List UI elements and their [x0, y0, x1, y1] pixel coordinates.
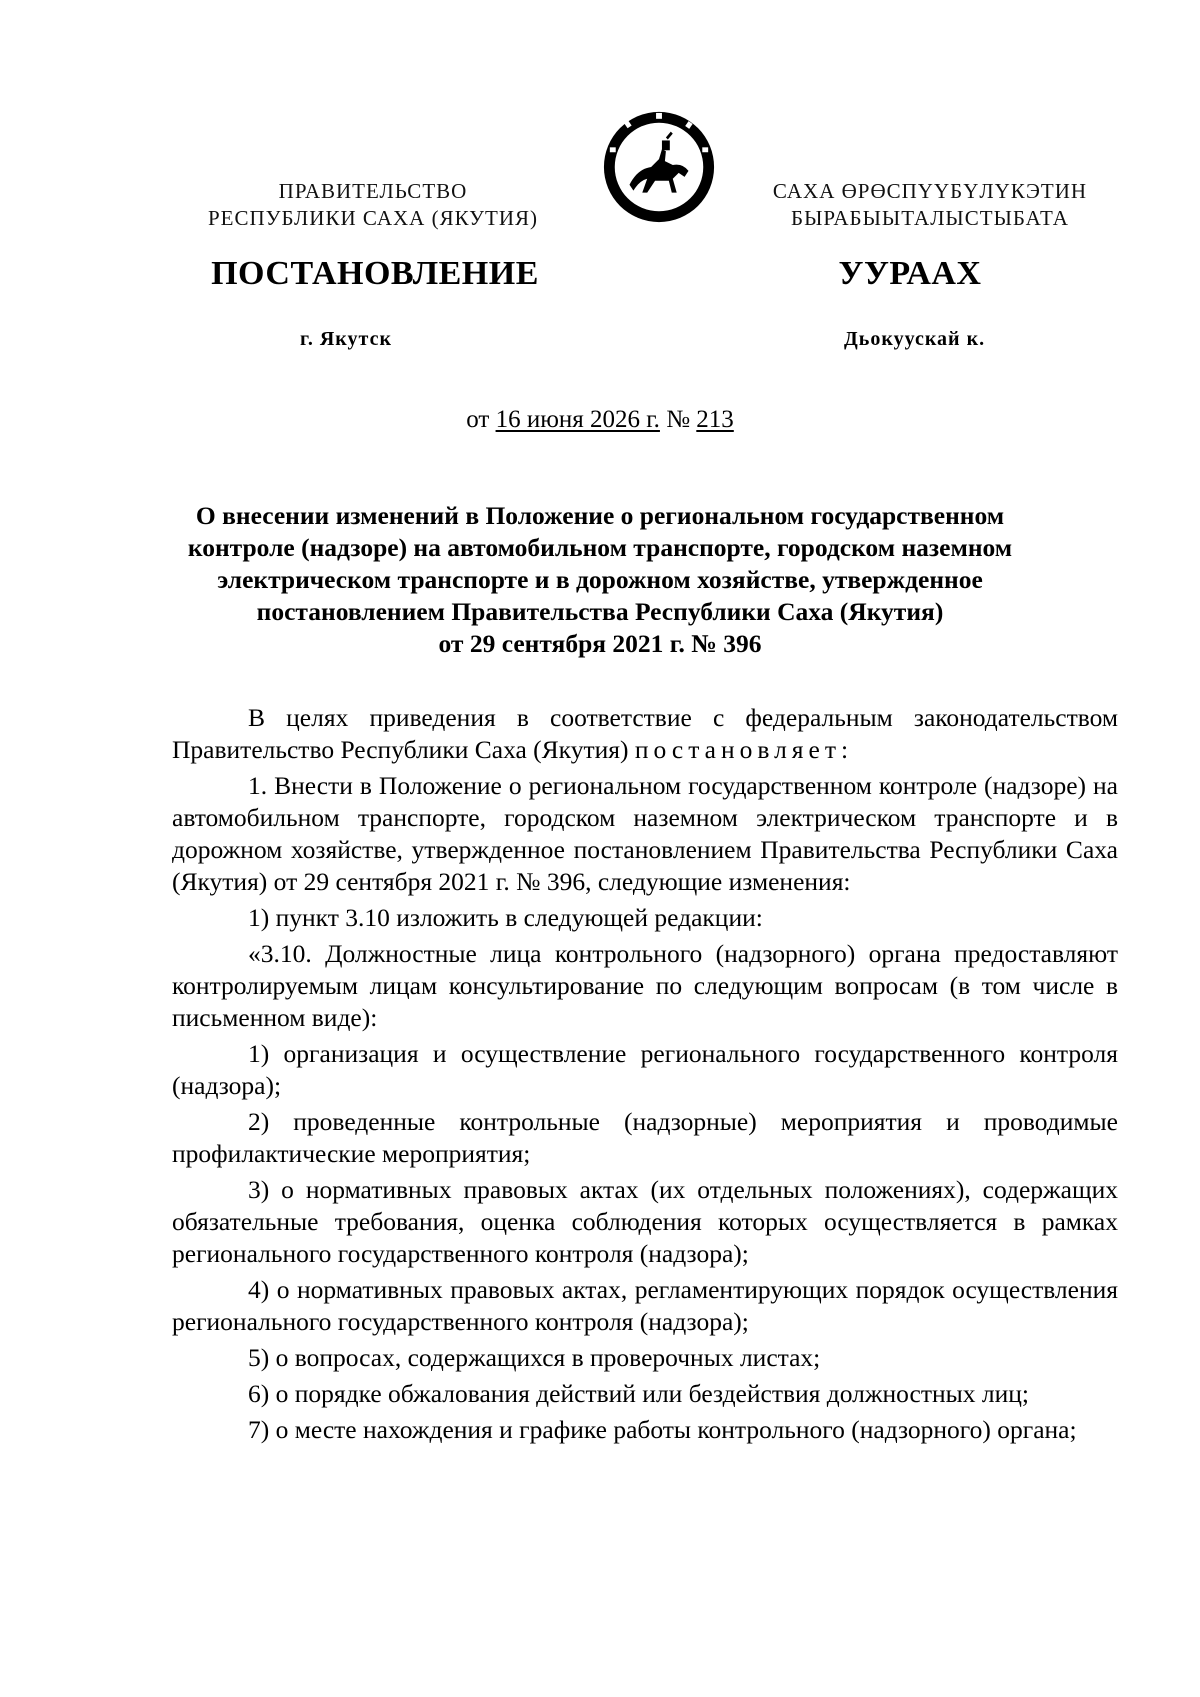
document-number: 213 [696, 406, 734, 433]
date-prefix: от [466, 406, 490, 433]
city-sah: Дьокуускай к. [844, 328, 986, 350]
government-name-ru-line2: РЕСПУБЛИКИ САХА (ЯКУТИЯ) [207, 206, 539, 230]
title-line: постановлением Правительства Республики Саха (Якутия) [256, 597, 944, 626]
document-date-number [0, 406, 1200, 434]
government-name-ru [173, 178, 573, 232]
body-paragraph: 1) пункт 3.10 изложить в следующей редакции: [248, 903, 763, 932]
emblem-of-sakha-republic [600, 108, 718, 226]
body-paragraph: 6) о порядке обжалования действий или бездействия должностных лиц; [248, 1379, 1029, 1408]
title-line: О внесении изменений в Положение о региональном государственном [195, 501, 1005, 530]
government-name-sah [730, 178, 1130, 232]
body-paragraph: 4) о нормативных правовых актах, регламентирующих порядок осуществления регионального государственного контроля (надзора); [172, 1275, 1118, 1336]
resolves-word: постановляет: [634, 735, 854, 764]
body-paragraph: 7) о месте нахождения и графике работы контрольного (надзорного) органа; [248, 1415, 1077, 1444]
preamble-paragraph [172, 702, 1118, 766]
document-date: 16 июня 2026 г. [495, 406, 660, 433]
body-paragraph: 5) о вопросах, содержащихся в проверочных листах; [248, 1343, 821, 1372]
city-ru: г. Якутск [300, 328, 392, 350]
document-body [172, 702, 1118, 1450]
doc-type-sah: УУРААХ [838, 255, 982, 292]
number-sign: № [666, 406, 691, 433]
body-paragraph: 1) организация и осуществление регионального государственного контроля (надзора); [172, 1039, 1118, 1100]
body-paragraph: 2) проведенные контрольные (надзорные) мероприятия и проводимые профилактические мероприятия; [172, 1107, 1118, 1168]
preamble-text: В целях приведения в соответствие с федеральным законодательством Правительство Республики Саха (Якутия) [172, 703, 1118, 764]
title-line: контроле (надзоре) на автомобильном транспорте, городском наземном [187, 533, 1013, 562]
title-line: электрическом транспорте и в дорожном хозяйстве, утвержденное [217, 565, 983, 594]
title-line: от 29 сентября 2021 г. № 396 [438, 629, 762, 658]
government-name-sah-line2: БЫРАБЫЫТАЛЫСТЫБАТА [791, 206, 1069, 230]
body-paragraph: 3) о нормативных правовых актах (их отдельных положениях), содержащих обязательные требования, оценка соблюдения которых осуществляется в рамках регионального государственного контроля (надзора); [172, 1175, 1118, 1268]
government-name-sah-line1: САХА ӨРӨСПҮҮБҮЛҮКЭТИН [772, 179, 1088, 203]
document-title [160, 500, 1040, 660]
body-paragraph: «3.10. Должностные лица контрольного (надзорного) органа предоставляют контролируемым лицам консультирование по следующим вопросам (в том числе в письменном виде): [172, 939, 1118, 1032]
body-paragraph: 1. Внести в Положение о региональном государственном контроле (надзоре) на автомобильном транспорте, городском наземном электрическом транспорте и в дорожном хозяйстве, утвержденное постановлением Правительства Республики Саха (Якутия) от 29 сентября 2021 г. № 396, следующие изменения: [172, 771, 1118, 896]
doc-type-ru: ПОСТАНОВЛЕНИЕ [211, 255, 539, 292]
government-name-ru-line1: ПРАВИТЕЛЬСТВО [278, 179, 468, 203]
